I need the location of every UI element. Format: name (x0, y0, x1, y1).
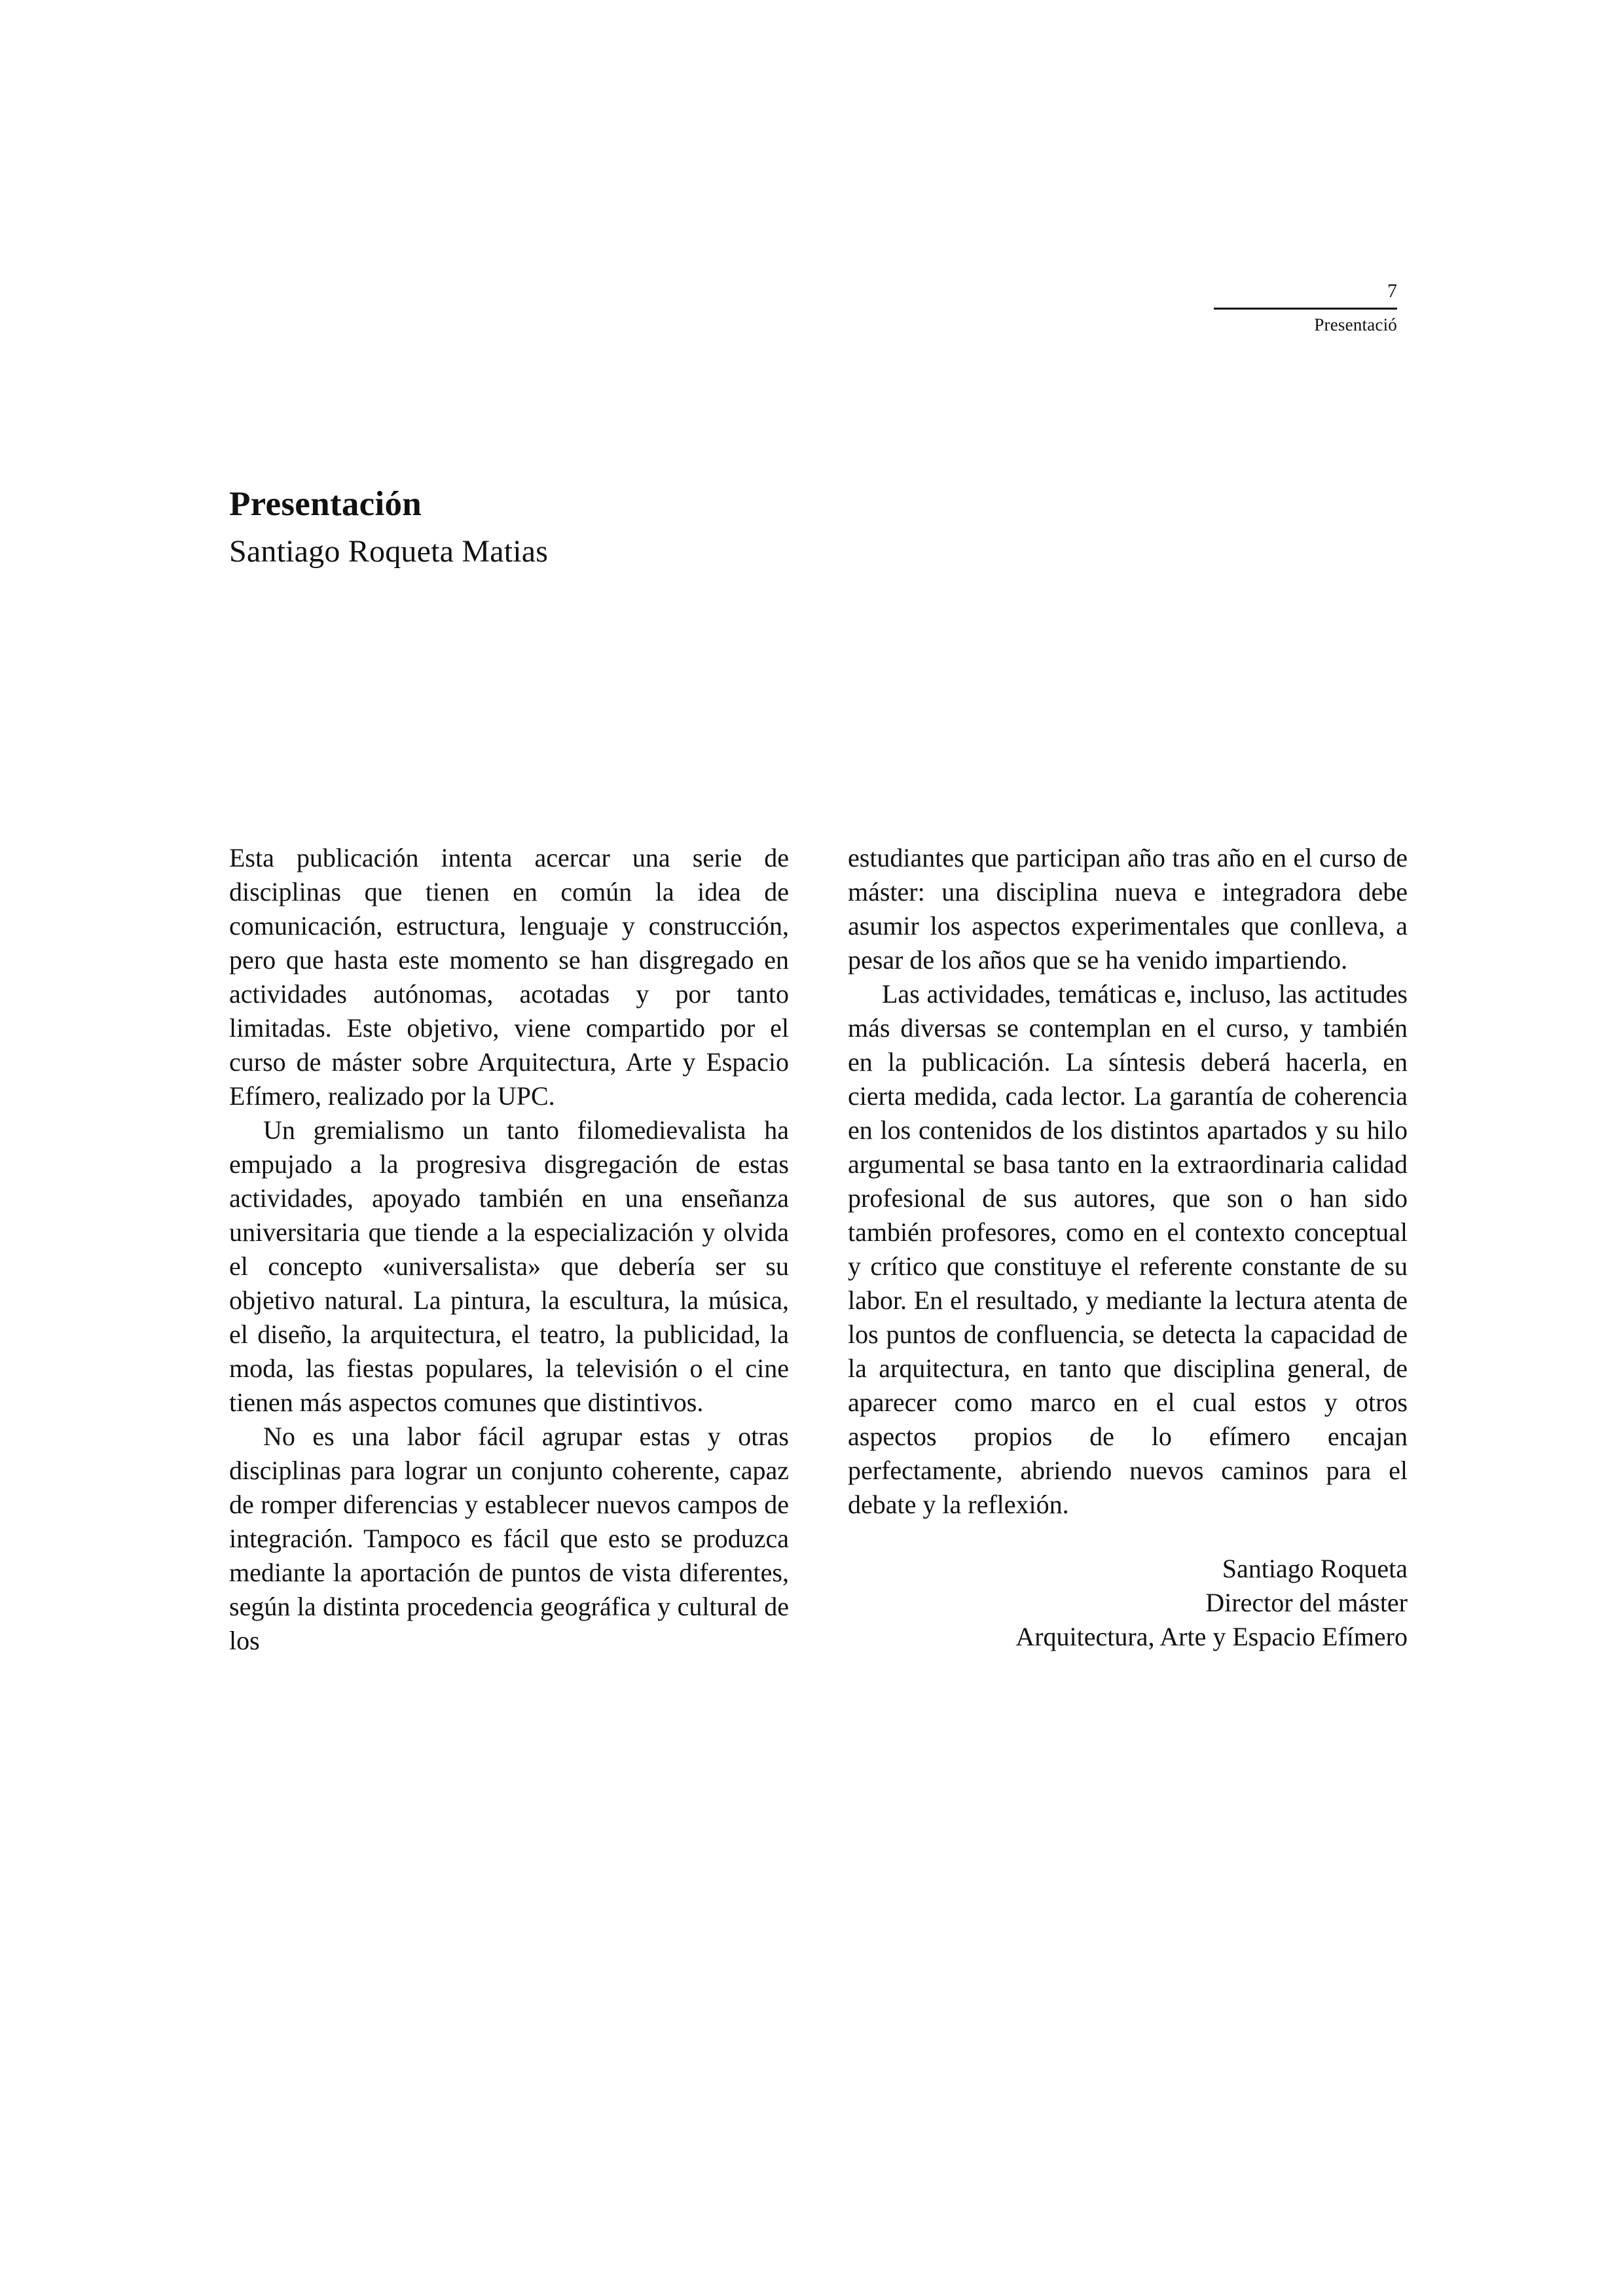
paragraph: No es una labor fácil agrupar estas y otras disciplinas para lograr un conjunto coherente, capaz de romper diferencias y establecer nuevos campos de integración. Tampoco es fácil que esto se produzca mediante la aportación de puntos de vista diferentes, según la distinta procedencia geográfica y cultural de los (229, 1422, 789, 1655)
right-column (848, 841, 1408, 1658)
signature-program: Arquitectura, Arte y Espacio Efímero (1015, 1622, 1408, 1651)
signature-role: Director del máster (1205, 1588, 1408, 1617)
body-text-area (229, 841, 1408, 1658)
page-title: Presentación (229, 485, 422, 523)
paragraph: Esta publicación intenta acercar una serie de disciplinas que tienen en común la idea de comunicación, estructura, lenguaje y construcción, pero que hasta este momento se han disgregado en actividades autónomas, acotadas y por tanto limitadas. Este objetivo, viene compartido por el curso de máster sobre Arquitectura, Arte y Espacio Efímero, realizado por la UPC. (229, 843, 789, 1111)
left-column (229, 841, 789, 1658)
author-name: Santiago Roqueta Matias (229, 533, 549, 569)
signature-name: Santiago Roqueta (1222, 1554, 1408, 1583)
paragraph: Las actividades, temáticas e, incluso, las actitudes más diversas se contemplan en el curso, y también en la publicación. La síntesis deberá hacerla, en cierta medida, cada lector. La garantía de coherencia en los contenidos de los distintos apartados y su hilo argumental se basa tanto en la extraordinaria calidad profesional de sus autores, que son o han sido también profesores, como en el contexto conceptual y crítico que constituye el referente constante de su labor. En el resultado, y mediante la lectura atenta de los puntos de confluencia, se detecta la capacidad de la arquitectura, en tanto que disciplina general, de aparecer como marco en el cual estos y otros aspectos propios de lo efímero encajan perfectamente, abriendo nuevos caminos para el debate y la reflexión. (848, 979, 1408, 1519)
paragraph: Un gremialismo un tanto filomedievalista ha empujado a la progresiva disgregación de estas actividades, apoyado también en una enseñanza universitaria que tiende a la especialización y olvida el concepto «universalista» que debería ser su objetivo natural. La pintura, la escultura, la música, el diseño, la arquitectura, el teatro, la publicidad, la moda, las fiestas populares, la televisión o el cine tienen más aspectos comunes que distintivos. (229, 1115, 789, 1417)
signature-block (848, 1552, 1408, 1654)
running-head (1214, 281, 1397, 335)
running-head-rule (1214, 308, 1397, 310)
page-number: 7 (1387, 280, 1397, 302)
running-head-label: Presentació (1314, 315, 1397, 334)
paragraph: estudiantes que participan año tras año en el curso de máster: una disciplina nueva e integradora debe asumir los aspectos experimentales que conlleva, a pesar de los años que se ha venido impartiendo. (848, 843, 1408, 975)
title-block (229, 484, 1080, 569)
